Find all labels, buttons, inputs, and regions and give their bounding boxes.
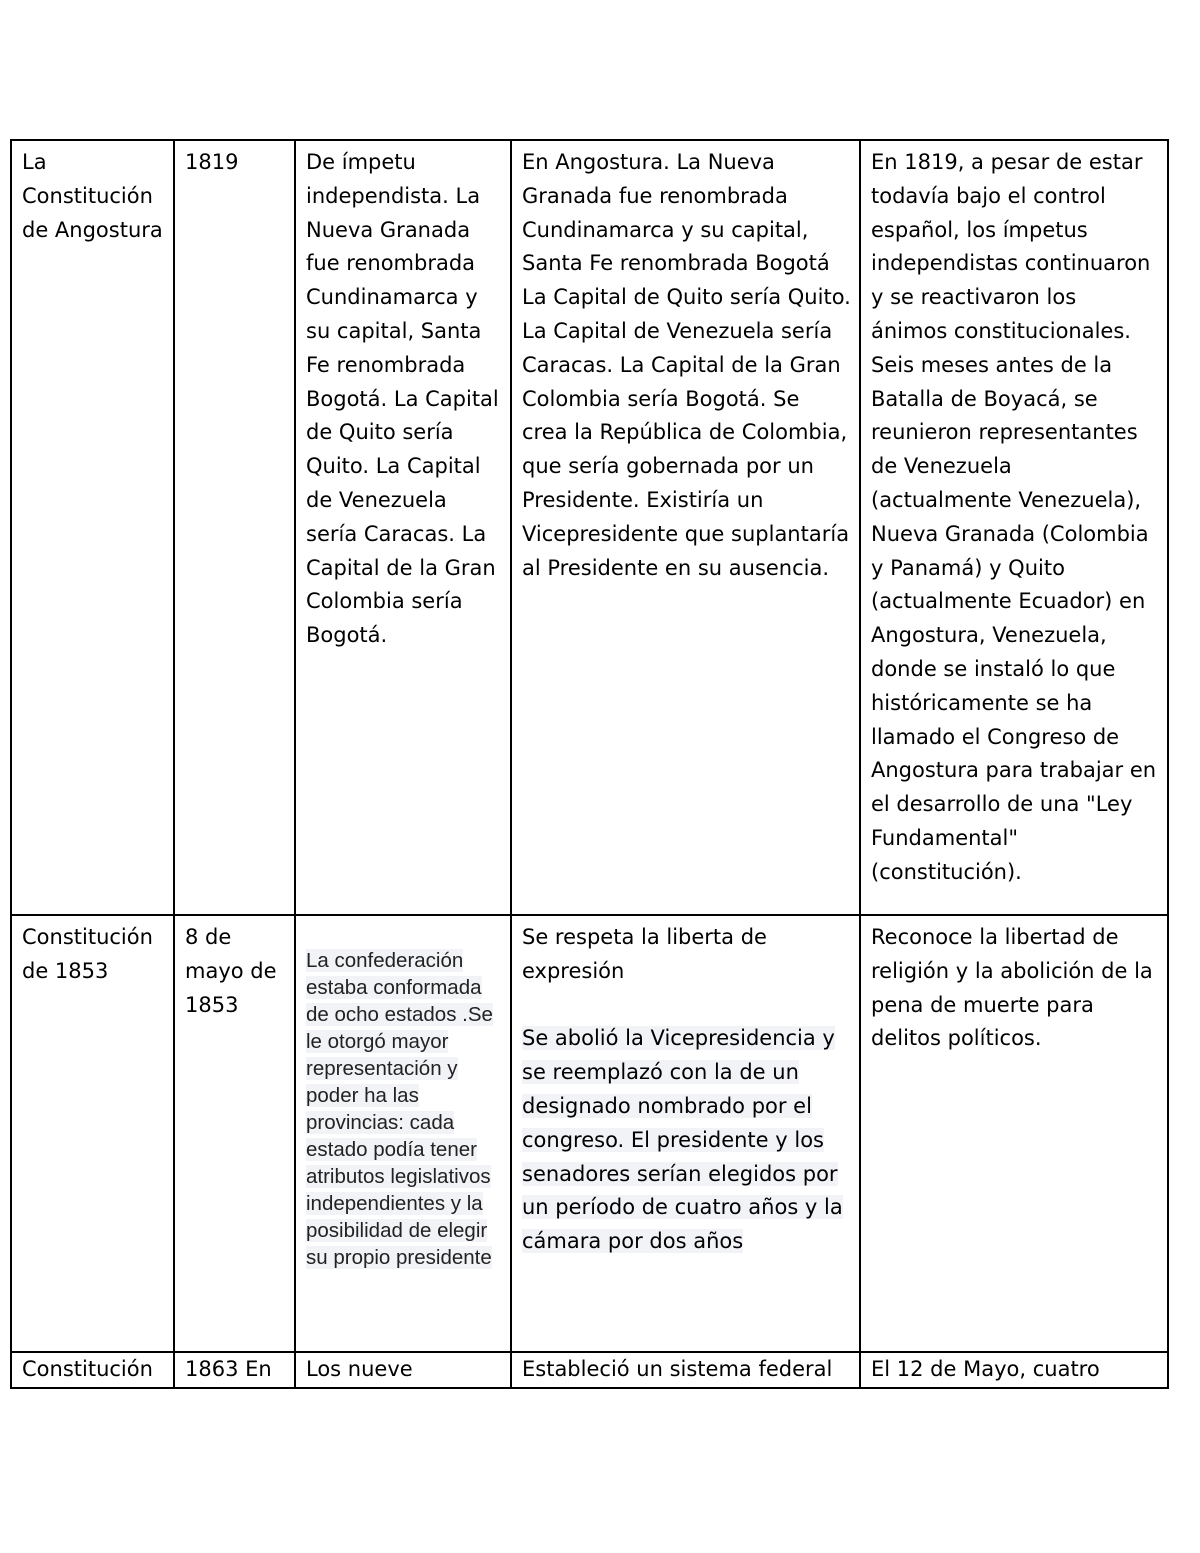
table-cell-col5: Reconoce la libertad de religión y la abolición de la pena de muerte para delitos políticos. (860, 915, 1168, 1352)
table-cell-name: La Constitución de Angostura (11, 140, 174, 915)
table-cell-col3 (295, 915, 511, 1352)
table-cell-col4: Estableció un sistema federal (511, 1352, 860, 1388)
table-cell-date: 1819 (174, 140, 295, 915)
highlighted-paragraph: Se abolió la Vicepresidencia y se reemplazó con la de un designado nombrado por el congreso. El presidente y los senadores serían elegidos por un período de cuatro años y la cámara por dos años (522, 1026, 843, 1254)
table-cell-col5: El 12 de Mayo, cuatro (860, 1352, 1168, 1388)
paragraph: Se respeta la liberta de expresión (522, 925, 767, 983)
table-cell-col4 (511, 915, 860, 1352)
table-row (11, 915, 1168, 1352)
table-row (11, 1352, 1168, 1388)
pasted-text-block: La confederación estaba conformada de ocho estados .Se le otorgó mayor representación y poder ha las provincias: cada estado podía tener atributos legislativos independientes y la posibilidad de elegir su propio presidente (306, 949, 493, 1269)
table-cell-name: Constitución (11, 1352, 174, 1388)
table-cell-date: 1863 En (174, 1352, 295, 1388)
table-cell-col4: En Angostura. La Nueva Granada fue renombrada Cundinamarca y su capital, Santa Fe renombrada Bogotá La Capital de Quito sería Quito. La Capital de Venezuela sería Caracas. La Capital de la Gran Colombia sería Bogotá. Se crea la República de Colombia, que sería gobernada por un Presidente. Existiría un Vicepresidente que suplantaría al Presidente en su ausencia. (511, 140, 860, 915)
table-cell-name: Constitución de 1853 (11, 915, 174, 1352)
constitutions-table (10, 139, 1169, 1389)
table-cell-date: 8 de mayo de 1853 (174, 915, 295, 1352)
table-cell-col3: De ímpetu independista. La Nueva Granada fue renombrada Cundinamarca y su capital, Santa Fe renombrada Bogotá. La Capital de Quito sería Quito. La Capital de Venezuela sería Caracas. La Capital de la Gran Colombia sería Bogotá. (295, 140, 511, 915)
table-cell-col5: En 1819, a pesar de estar todavía bajo el control español, los ímpetus independistas continuaron y se reactivaron los ánimos constitucionales. Seis meses antes de la Batalla de Boyacá, se reunieron representantes de Venezuela (actualmente Venezuela), Nueva Granada (Colombia y Panamá) y Quito (actualmente Ecuador) en Angostura, Venezuela, donde se instaló lo que históricamente se ha llamado el Congreso de Angostura para trabajar en el desarrollo de una "Ley Fundamental" (constitución). (860, 140, 1168, 915)
table-row (11, 140, 1168, 915)
table-cell-col3: Los nueve (295, 1352, 511, 1388)
